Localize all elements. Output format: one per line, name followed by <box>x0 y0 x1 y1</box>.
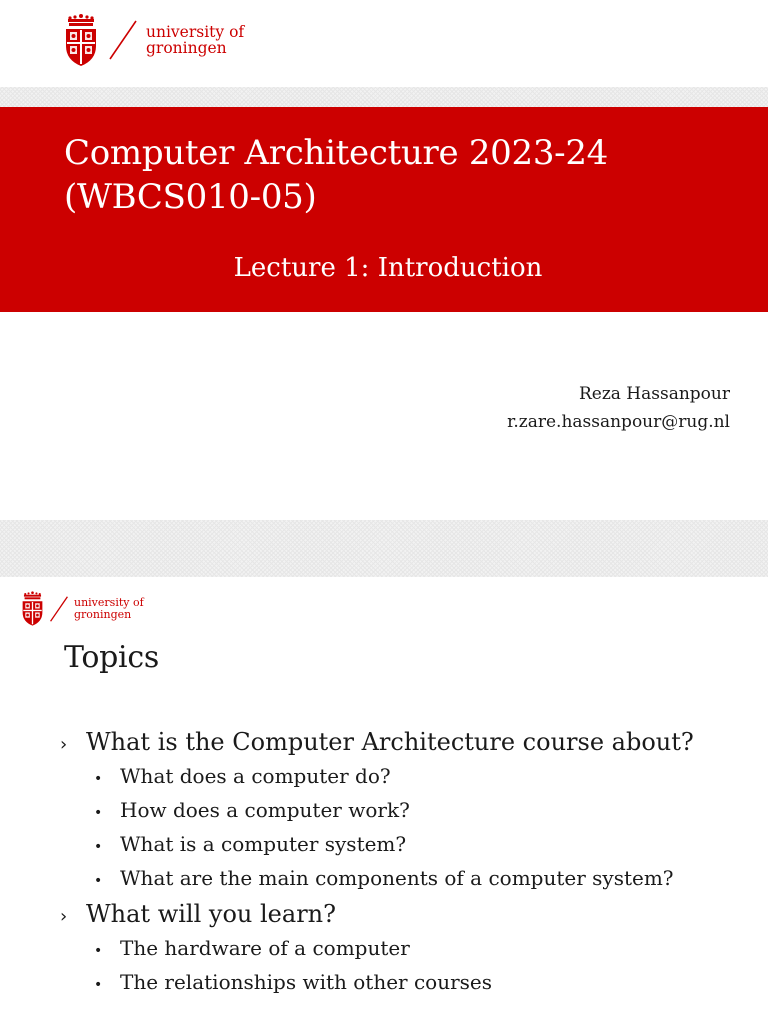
slash-divider-icon <box>106 18 140 62</box>
list-item-text: The relationships with other courses <box>120 970 493 994</box>
university-logo <box>62 12 244 68</box>
bullet-icon: • <box>94 771 103 787</box>
list-item-text: The hardware of a computer <box>120 936 410 960</box>
slash-divider-icon <box>48 594 70 624</box>
list-item-text: How does a computer work? <box>120 798 410 822</box>
slide-separator <box>0 87 768 107</box>
author-name: Reza Hassanpour <box>578 384 730 404</box>
list-item <box>60 970 760 1004</box>
slide-separator <box>0 520 768 577</box>
bullet-icon: • <box>94 839 103 855</box>
university-logo-small <box>20 590 144 627</box>
chevron-right-icon: › <box>60 906 68 927</box>
chevron-right-icon: › <box>60 734 68 755</box>
author-email: r.zare.hassanpour@rug.nl <box>507 412 730 432</box>
coat-of-arms-icon <box>62 12 100 68</box>
logo-wordmark <box>146 24 244 57</box>
topic-section-text: What is the Computer Architecture course about? <box>86 728 694 756</box>
logo-wordmark <box>74 597 144 620</box>
list-item-text: What does a computer do? <box>120 764 391 788</box>
list-item <box>60 866 760 900</box>
list-item <box>60 832 760 866</box>
coat-of-arms-icon <box>20 590 45 627</box>
bullet-icon: • <box>94 977 103 993</box>
list-item <box>60 798 760 832</box>
topic-section-1 <box>60 728 760 764</box>
topics-list <box>60 728 760 1004</box>
logo-line-1: university of <box>74 595 144 609</box>
list-item-text: What are the main components of a computer system? <box>120 866 674 890</box>
slide-title-line-2: (WBCS010-05) <box>64 177 317 217</box>
topic-section-2 <box>60 900 760 936</box>
slide-title-line-1: Computer Architecture 2023-24 <box>64 133 608 173</box>
logo-line-2: groningen <box>74 607 132 621</box>
title-band <box>0 107 768 312</box>
bullet-icon: • <box>94 943 103 959</box>
logo-line-2: groningen <box>146 39 227 57</box>
topics-heading: Topics <box>64 640 159 675</box>
list-item-text: What is a computer system? <box>120 832 407 856</box>
slide-subtitle: Lecture 1: Introduction <box>233 253 543 283</box>
list-item <box>60 936 760 970</box>
bullet-icon: • <box>94 873 103 889</box>
topic-section-text: What will you learn? <box>86 900 336 928</box>
logo-line-1: university of <box>146 22 245 41</box>
list-item <box>60 764 760 798</box>
bullet-icon: • <box>94 805 103 821</box>
